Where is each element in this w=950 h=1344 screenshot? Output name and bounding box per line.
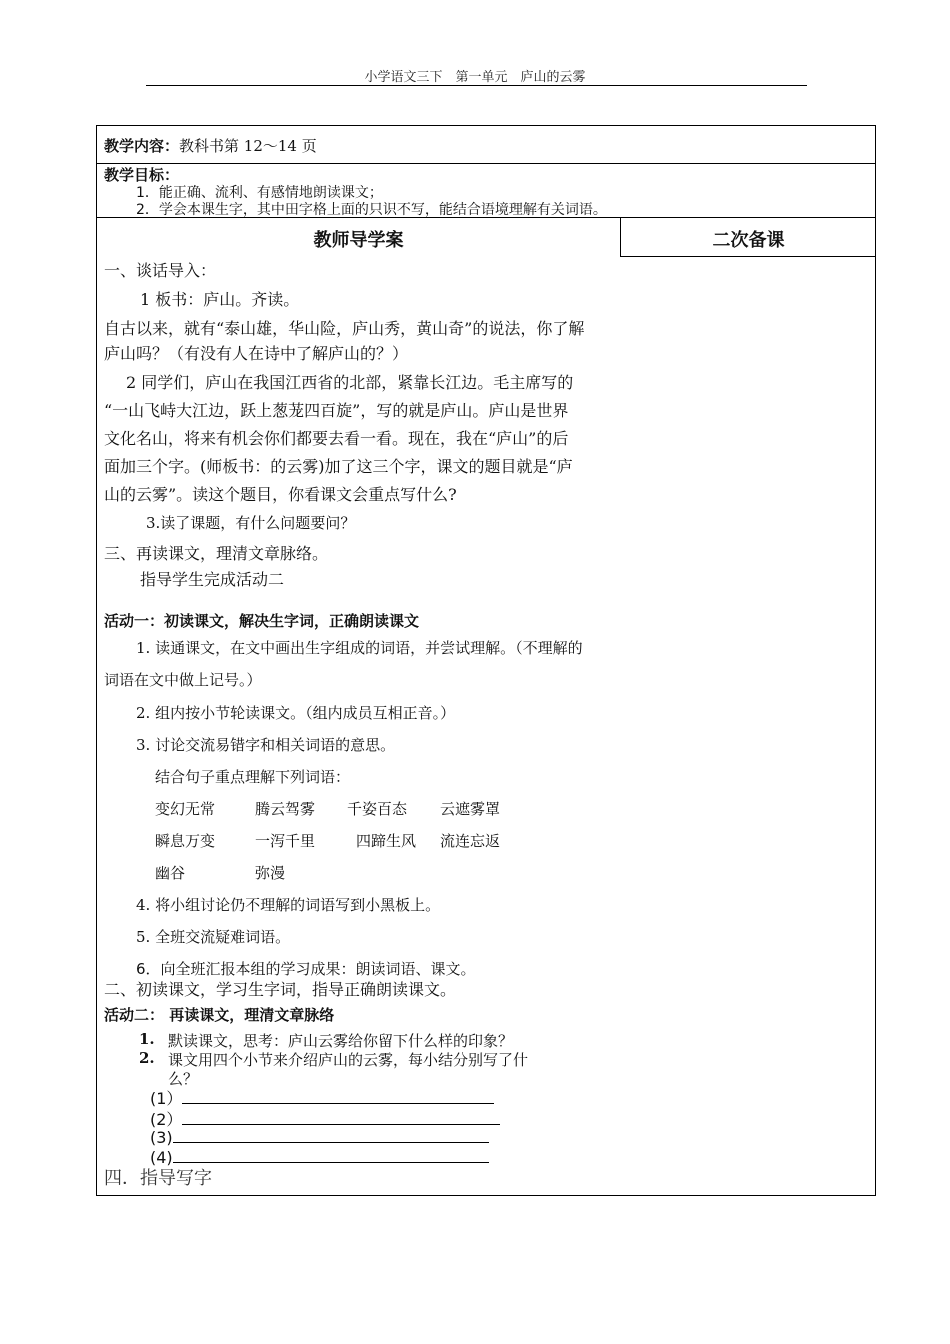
vocab-word: 四蹄生风: [356, 832, 417, 850]
answer-blank-label: (4): [150, 1148, 173, 1167]
vocab-word: 弥漫: [255, 864, 286, 882]
s1-paragraph-4: 3.读了课题，有什么问题要问？: [146, 514, 356, 532]
activity-2-q1: 默读课文，思考：庐山云雾给你留下什么样的印象？: [168, 1032, 514, 1050]
goal-item: 2．学会本课生字，其中田字格上面的只识不写，能结合语境理解有关词语。: [136, 202, 607, 218]
teaching-content: [104, 135, 317, 156]
section-4-title: 四．指导写字: [104, 1168, 212, 1189]
vocab-word: 千姿百态: [347, 800, 408, 818]
s1-paragraph-2-line: 自古以来，就有“泰山雄，华山险，庐山秀，黄山奇”的说法，你了解: [104, 319, 585, 338]
section-2-title: 二、初读课文，学习生字词，指导正确朗读课文。: [104, 980, 457, 999]
s1-paragraph-2-line: 庐山吗？（有没有人在诗中了解庐山的？）: [104, 344, 409, 363]
s1-paragraph-3-line: 文化名山，将来有机会你们都要去看一看。现在，我在“庐山”的后: [104, 429, 569, 448]
answer-blank-label: (2）: [150, 1110, 183, 1129]
answer-line[interactable]: [173, 1148, 489, 1163]
answer-blank-label: (3): [150, 1128, 173, 1147]
vocab-word: 瞬息万变: [155, 832, 216, 850]
answer-line[interactable]: [182, 1089, 494, 1104]
activity-2-q2-line: 课文用四个小节来介绍庐山的云雾，每小结分别写了什: [168, 1051, 529, 1069]
vocab-word: 变幻无常: [155, 800, 216, 818]
answer-line[interactable]: [182, 1110, 500, 1125]
activity-2-q1-number: 1.: [139, 1030, 155, 1048]
activity-1-item-3-sub: 结合句子重点理解下列词语：: [155, 768, 351, 786]
vocab-word: 一泻千里: [255, 832, 316, 850]
activity-1-item-1-line: 1. 读通课文，在文中画出生字组成的词语，并尝试理解。（不理解的: [136, 639, 583, 657]
header-rule: [146, 85, 807, 86]
vocab-word: 云遮雾罩: [440, 800, 501, 818]
activity-1-title: 活动一：初读课文，解决生字词，正确朗读课文: [104, 612, 420, 630]
vocab-word: 腾云驾雾: [255, 800, 316, 818]
s1-paragraph-3-line: 面加三个字。(师板书：的云雾)加了这三个字，课文的题目就是“庐: [104, 457, 573, 476]
content-label: 教学内容：: [104, 137, 180, 155]
activity-1-item-1-line: 词语在文中做上记号。）: [104, 671, 262, 689]
column-title-second-prep: 二次备课: [712, 230, 785, 251]
goal-item: 1．能正确、流利、有感情地朗读课文；: [136, 185, 383, 201]
answer-blank-label: (1）: [150, 1089, 183, 1108]
activity-1-item-2: 2. 组内按小节轮读课文。（组内成员互相正音。）: [136, 704, 456, 722]
activity-2-q2-number: 2.: [139, 1049, 155, 1067]
answer-blank-1[interactable]: [150, 1086, 494, 1109]
goals-label: 教学目标：: [104, 166, 180, 184]
section-1-title: 一、谈话导入：: [104, 261, 217, 280]
activity-2-title: 活动二： 再读课文，理清文章脉络: [104, 1006, 335, 1024]
row-divider-1: [96, 163, 876, 164]
activity-1-item-5: 5. 全班交流疑难词语。: [136, 928, 291, 946]
s1-paragraph-1: 1 板书：庐山。齐读。: [140, 290, 300, 309]
header-row-bottom-rule: [620, 256, 876, 257]
content-value: 教科书第 12～14 页: [179, 137, 317, 155]
vocab-word: 幽谷: [155, 864, 186, 882]
activity-1-item-3: 3. 讨论交流易错字和相关词语的意思。: [136, 736, 396, 754]
column-title-teacher-plan: 教师导学案: [313, 230, 404, 251]
activity-2-q2-line: 么？: [168, 1070, 199, 1088]
vocab-word: 流连忘返: [440, 832, 501, 850]
section-3-subtitle: 指导学生完成活动二: [140, 570, 285, 589]
activity-1-item-4: 4. 将小组讨论仍不理解的词语写到小黑板上。: [136, 896, 441, 914]
answer-blank-2[interactable]: [150, 1107, 500, 1130]
s1-paragraph-3-line: 2 同学们，庐山在我国江西省的北部，紧靠长江边。毛主席写的: [126, 373, 574, 392]
section-3-title: 三、再读课文，理清文章脉络。: [104, 544, 329, 563]
s1-paragraph-3-line: 山的云雾”。读这个题目，你看课文会重点写什么?: [104, 485, 457, 504]
s1-paragraph-3-line: “一山飞峙大江边，跃上葱茏四百旋”，写的就是庐山。庐山是世界: [104, 401, 569, 420]
answer-line[interactable]: [173, 1128, 489, 1143]
page-header-title: 小学语文三下 第一单元 庐山的云雾: [364, 70, 586, 85]
activity-1-item-6: 6．向全班汇报本组的学习成果：朗读词语、课文。: [136, 960, 476, 978]
answer-blank-3[interactable]: [150, 1128, 489, 1147]
